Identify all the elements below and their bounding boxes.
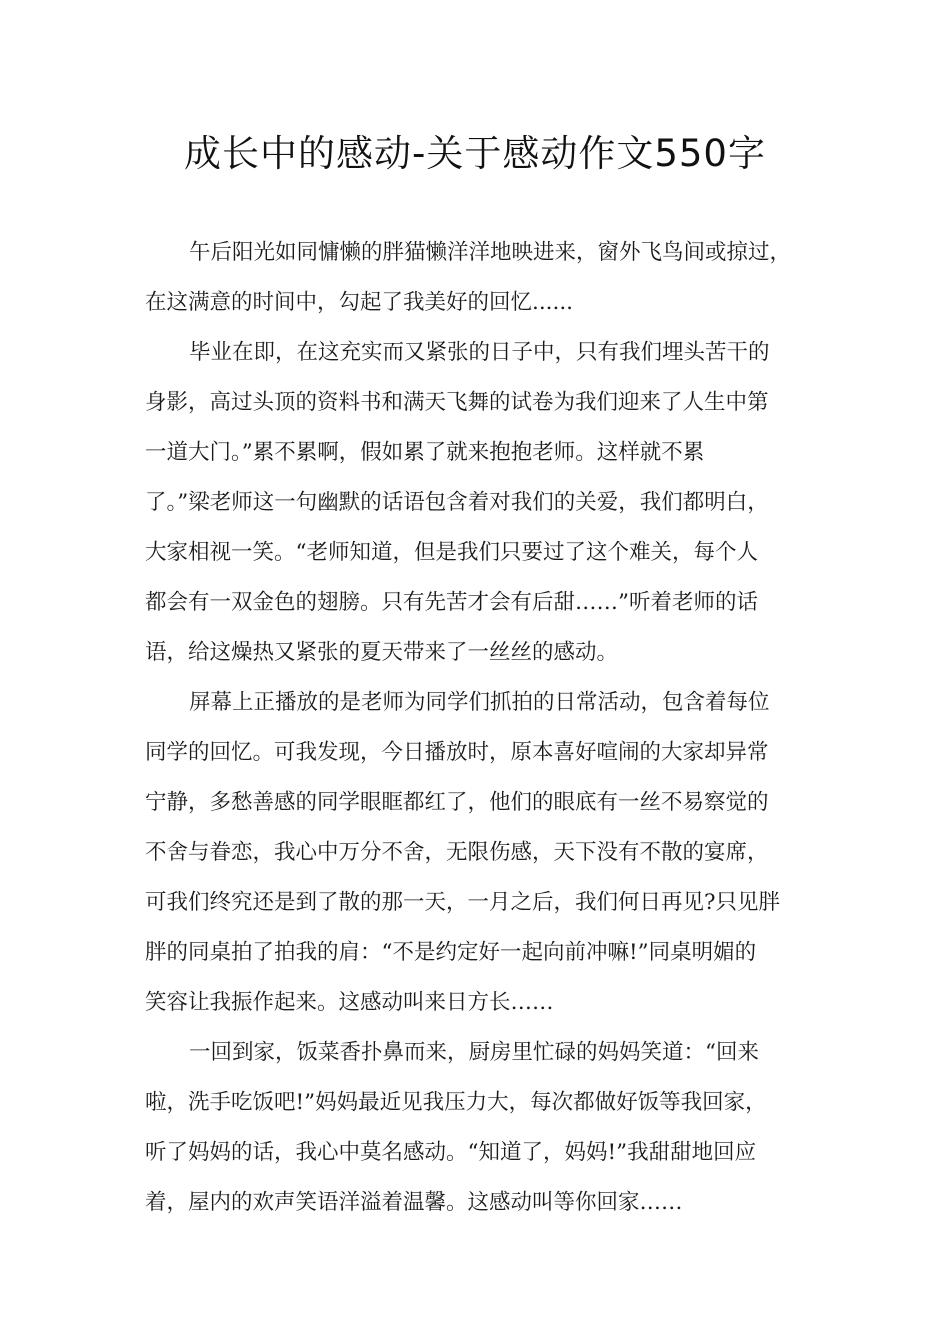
paragraph-4-line-1: 一回到家，饭菜香扑鼻而来，厨房里忙碌的妈妈笑道：“回来 (189, 1040, 759, 1065)
paragraph-2-line-2: 身影，高过头顶的资料书和满天飞舞的试卷为我们迎来了人生中第 (145, 390, 769, 415)
paragraph-2-line-1: 毕业在即，在这充实而又紧张的日子中，只有我们埋头苦干的 (189, 340, 770, 365)
paragraph-3-line-1: 屏幕上正播放的是老师为同学们抓拍的日常活动，包含着每位 (189, 690, 770, 715)
paragraph-3-line-3: 宁静，多愁善感的同学眼眶都红了，他们的眼底有一丝不易察觉的 (145, 790, 769, 815)
paragraph-1-line-1: 午后阳光如同慵懒的胖猫懒洋洋地映进来，窗外飞鸟间或掠过， (189, 240, 792, 265)
document-title: 成长中的感动-关于感动作文550字 (184, 132, 766, 175)
paragraph-3-line-4: 不舍与眷恋，我心中万分不舍，无限伤感，天下没有不散的宴席， (145, 840, 769, 865)
paragraph-4-line-2: 啦，洗手吃饭吧!”妈妈最近见我压力大，每次都做好饭等我回家， (145, 1090, 767, 1115)
paragraph-3-line-7: 笑容让我振作起来。这感动叫来日方长…… (145, 990, 554, 1015)
paragraph-2-line-6: 都会有一双金色的翅膀。只有先苦才会有后甜……”听着老师的话 (145, 590, 758, 615)
paragraph-3-line-5: 可我们终究还是到了散的那一天，一月之后，我们何日再见?只见胖 (145, 890, 781, 915)
paragraph-2-line-4: 了。”梁老师这一句幽默的话语包含着对我们的关爱，我们都明白， (145, 490, 769, 515)
paragraph-2-line-5: 大家相视一笑。“老师知道，但是我们只要过了这个难关，每个人 (145, 540, 758, 565)
paragraph-2-line-7: 语，给这燥热又紧张的夏天带来了一丝丝的感动。 (145, 640, 619, 665)
paragraph-2-line-3: 一道大门。”累不累啊，假如累了就来抱抱老师。这样就不累 (145, 440, 705, 465)
paragraph-3-line-2: 同学的回忆。可我发现，今日播放时，原本喜好喧闹的大家却异常 (145, 740, 769, 765)
paragraph-1-line-2: 在这满意的时间中，勾起了我美好的回忆...... (145, 290, 574, 315)
paragraph-4-line-4: 着，屋内的欢声笑语洋溢着温馨。这感动叫等你回家…… (145, 1190, 683, 1215)
paragraph-3-line-6: 胖的同桌拍了拍我的肩：“不是约定好一起向前冲嘛!”同桌明媚的 (145, 940, 757, 965)
paragraph-4-line-3: 听了妈妈的话，我心中莫名感动。“知道了，妈妈!”我甜甜地回应 (145, 1140, 757, 1165)
document-body (145, 228, 813, 1228)
